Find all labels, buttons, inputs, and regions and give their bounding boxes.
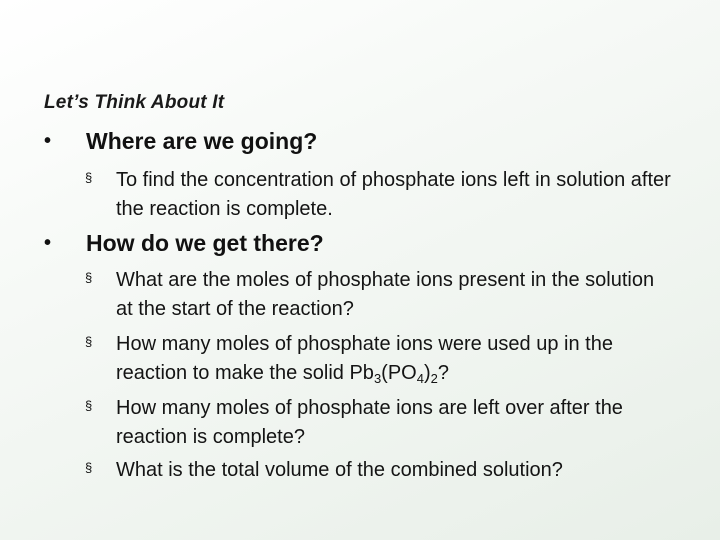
sub-text-prefix: How many moles of phosphate ions were used up in the reaction to make the solid xyxy=(116,333,613,384)
sub-marker: § xyxy=(85,170,93,185)
sub-text xyxy=(116,330,676,388)
bullet-1-marker: • xyxy=(44,130,52,152)
sub-marker: § xyxy=(85,334,93,349)
slide-title: Let’s Think About It xyxy=(44,92,225,113)
sub-text: To find the concentration of phosphate ions left in solution after the reaction is complete. xyxy=(116,169,671,220)
sub-text: How many moles of phosphate ions are left over after the reaction is complete? xyxy=(116,397,623,448)
sub-marker: § xyxy=(85,270,93,285)
sub-marker: § xyxy=(85,398,93,413)
bullet-1-heading: Where are we going? xyxy=(86,128,318,154)
bullet-2-heading: How do we get there? xyxy=(86,230,324,256)
sub-text: What are the moles of phosphate ions present in the solution at the start of the reaction? xyxy=(116,269,655,320)
sub-text: What is the total volume of the combined solution? xyxy=(116,459,563,481)
sub-marker: § xyxy=(85,460,93,475)
bullet-2-marker: • xyxy=(44,232,52,254)
formula: $Pb_3(PO_4)_2$? xyxy=(349,362,449,386)
